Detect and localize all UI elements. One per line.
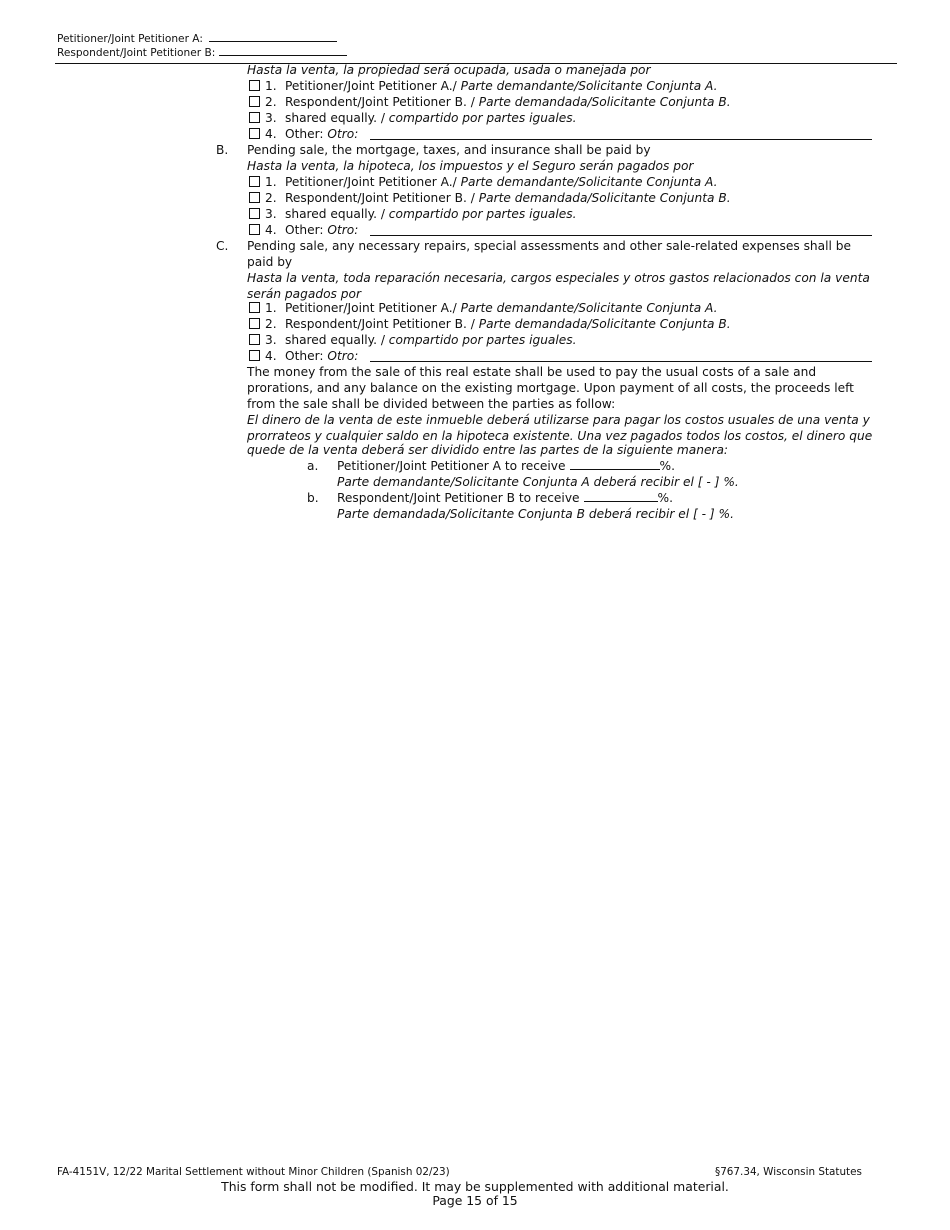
section-b-checkbox-2[interactable] — [249, 192, 260, 203]
proceeds-a-en: Petitioner/Joint Petitioner A to receive %. — [337, 459, 675, 473]
petitioner-label: Petitioner/Joint Petitioner A: — [57, 33, 203, 45]
proceeds-es-line-2: prorrateos y cualquier saldo en la hipoteca existente. Una vez pagados todos los costos, el dinero que — [247, 429, 873, 443]
section-c-letter: C. — [216, 239, 229, 253]
section-a-option-1: 1. Petitioner/Joint Petitioner A./ Parte demandante/Solicitante Conjunta A. — [249, 78, 718, 94]
petitioner-percent-field[interactable] — [570, 459, 660, 470]
section-c-intro-en-1: Pending sale, any necessary repairs, special assessments and other sale-related expenses shall be — [247, 239, 851, 253]
proceeds-b-en: Respondent/Joint Petitioner B to receive %. — [337, 491, 673, 505]
section-a-intro-es: Hasta la venta, la propiedad será ocupada, usada o manejada por — [247, 63, 651, 77]
section-c-checkbox-2[interactable] — [249, 318, 260, 329]
section-b-intro-es: Hasta la venta, la hipoteca, los impuestos y el Seguro serán pagados por — [247, 159, 694, 173]
section-c-other-field[interactable] — [370, 351, 872, 362]
respondent-header — [57, 46, 347, 59]
proceeds-es-line-3: quede de la venta deberá ser dividido entre las partes de la siguiente manera: — [247, 443, 729, 457]
proceeds-a-letter: a. — [307, 459, 319, 473]
section-a-other-field[interactable] — [370, 129, 872, 140]
section-b-checkbox-4[interactable] — [249, 224, 260, 235]
section-b-checkbox-3[interactable] — [249, 208, 260, 219]
petitioner-name-field[interactable] — [209, 32, 337, 42]
proceeds-a-es: Parte demandante/Solicitante Conjunta A deberá recibir el [ - ] %. — [337, 475, 739, 489]
section-c-option-4: 4. Other: Otro: — [249, 348, 358, 364]
section-a-checkbox-1[interactable] — [249, 80, 260, 91]
section-b-option-1: 1. Petitioner/Joint Petitioner A./ Parte demandante/Solicitante Conjunta A. — [249, 174, 718, 190]
respondent-percent-field[interactable] — [584, 491, 658, 502]
section-b-option-4: 4. Other: Otro: — [249, 222, 358, 238]
section-c-option-1: 1. Petitioner/Joint Petitioner A./ Parte demandante/Solicitante Conjunta A. — [249, 300, 718, 316]
section-a-checkbox-2[interactable] — [249, 96, 260, 107]
section-c-option-2: 2. Respondent/Joint Petitioner B. / Parte demandada/Solicitante Conjunta B. — [249, 316, 731, 332]
footer-form-id: FA-4151V, 12/22 Marital Settlement without Minor Children (Spanish 02/23) — [57, 1166, 450, 1178]
section-b-other-field[interactable] — [370, 225, 872, 236]
section-b-intro-en: Pending sale, the mortgage, taxes, and insurance shall be paid by — [247, 143, 651, 157]
section-c-option-3: 3. shared equally. / compartido por partes iguales. — [249, 332, 577, 348]
footer-page-number: Page 15 of 15 — [432, 1193, 518, 1208]
section-b-option-2: 2. Respondent/Joint Petitioner B. / Parte demandada/Solicitante Conjunta B. — [249, 190, 731, 206]
proceeds-b-letter: b. — [307, 491, 319, 505]
section-b-checkbox-1[interactable] — [249, 176, 260, 187]
section-a-option-3: 3. shared equally. / compartido por partes iguales. — [249, 110, 577, 126]
section-c-intro-es-1: Hasta la venta, toda reparación necesaria, cargos especiales y otros gastos relacionados con la venta — [247, 271, 870, 285]
section-b-option-3: 3. shared equally. / compartido por partes iguales. — [249, 206, 577, 222]
proceeds-en-line-1: The money from the sale of this real estate shall be used to pay the usual costs of a sale and — [247, 365, 817, 379]
proceeds-en-line-3: from the sale shall be divided between the parties as follow: — [247, 397, 616, 411]
section-c-intro-en-2: paid by — [247, 255, 293, 269]
section-a-option-4: 4. Other: Otro: — [249, 126, 358, 142]
section-b-letter: B. — [216, 143, 229, 157]
section-a-checkbox-3[interactable] — [249, 112, 260, 123]
footer-statute: §767.34, Wisconsin Statutes — [715, 1166, 862, 1178]
proceeds-en-line-2: prorations, and any balance on the existing mortgage. Upon payment of all costs, the proceeds left — [247, 381, 854, 395]
petitioner-header — [57, 32, 337, 45]
respondent-label: Respondent/Joint Petitioner B: — [57, 47, 216, 59]
proceeds-b-es: Parte demandada/Solicitante Conjunta B deberá recibir el [ - ] %. — [337, 507, 735, 521]
footer-notice: This form shall not be modified. It may be supplemented with additional material. — [221, 1179, 729, 1194]
section-c-intro-es-2: serán pagados por — [247, 287, 361, 301]
section-c-checkbox-3[interactable] — [249, 334, 260, 345]
proceeds-es-line-1: El dinero de la venta de este inmueble deberá utilizarse para pagar los costos usuales de una venta y — [247, 413, 870, 427]
section-c-checkbox-4[interactable] — [249, 350, 260, 361]
section-c-checkbox-1[interactable] — [249, 302, 260, 313]
section-a-option-2: 2. Respondent/Joint Petitioner B. / Parte demandada/Solicitante Conjunta B. — [249, 94, 731, 110]
respondent-name-field[interactable] — [219, 46, 347, 56]
section-a-checkbox-4[interactable] — [249, 128, 260, 139]
